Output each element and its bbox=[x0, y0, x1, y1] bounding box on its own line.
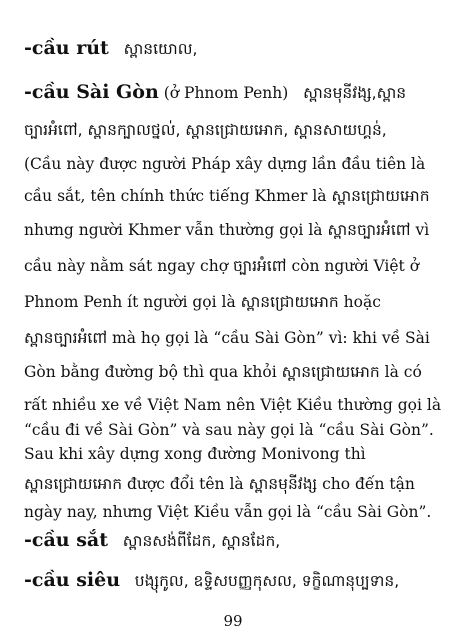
body-line: cầu sắt, tên chính thức tiếng Khmer là ស្ពានជ្រោយអោក bbox=[24, 187, 430, 205]
page-number: 99 bbox=[223, 612, 243, 630]
body-line: ស្ពានច្បារអំពៅ mà họ gọi là “cầu Sài Gòn” vì: khi về Sài bbox=[24, 329, 430, 347]
headword: -cầu rút bbox=[24, 37, 109, 59]
entry-cau-sieu bbox=[24, 570, 399, 591]
headword: -cầu sắt bbox=[24, 529, 108, 551]
body-line: (Cầu này được người Pháp xây dựng lần đầu tiên là bbox=[24, 155, 426, 173]
khmer-translation: ស្ពានយោល, bbox=[123, 40, 198, 58]
body-line: ngày nay, nhưng Việt Kiều vẫn gọi là “cầu Sài Gòn”. bbox=[24, 503, 432, 521]
body-line: ស្ពានជ្រោយអោក được đổi tên là ស្ពានមុនីវង្ស cho đến tận bbox=[24, 475, 415, 493]
body-line: “cầu đi về Sài Gòn” và sau này gọi là “cầu Sài Gòn”. bbox=[24, 421, 434, 439]
entry-cau-rut bbox=[24, 38, 197, 59]
headword: -cầu Sài Gòn bbox=[24, 81, 159, 103]
khmer-translation-continued: ច្បារអំពៅ, ស្ពានក្បាលថ្នល់, ស្ពានជ្រោយអោក, ស្ពានសាយហ្គន់, bbox=[24, 121, 387, 139]
body-line: Gòn bằng đường bộ thì qua khỏi ស្ពានជ្រោយអោក là có bbox=[24, 363, 422, 381]
khmer-translation: ស្ពានមុនីវង្ស,ស្ពាន bbox=[303, 84, 407, 102]
headword: -cầu siêu bbox=[24, 569, 121, 591]
entry-cau-sai-gon bbox=[24, 82, 406, 103]
entry-cau-sat bbox=[24, 530, 280, 551]
khmer-translation: ស្ពានសង់ពីដែក, ស្ពានដែក, bbox=[122, 532, 281, 550]
body-line: rất nhiều xe về Việt Nam nên Việt Kiều thường gọi là bbox=[24, 396, 442, 414]
body-line: cầu này nằm sát ngay chợ ច្បារអំពៅ còn người Việt ở bbox=[24, 257, 420, 275]
body-line: Phnom Penh ít người gọi là ស្ពានជ្រោយអោក hoặc bbox=[24, 293, 381, 311]
body-line: nhưng người Khmer vẫn thường gọi là ស្ពានច្បារអំពៅ vì bbox=[24, 221, 430, 239]
khmer-translation: បង្សុកូល, ឧទ្ទិសបញ្ញកុសល, ទក្ខិណានុប្បទាន, bbox=[134, 572, 400, 590]
body-line: Sau khi xây dựng xong đường Monivong thì bbox=[24, 445, 366, 463]
location-note: (ở Phnom Penh) bbox=[163, 84, 289, 102]
